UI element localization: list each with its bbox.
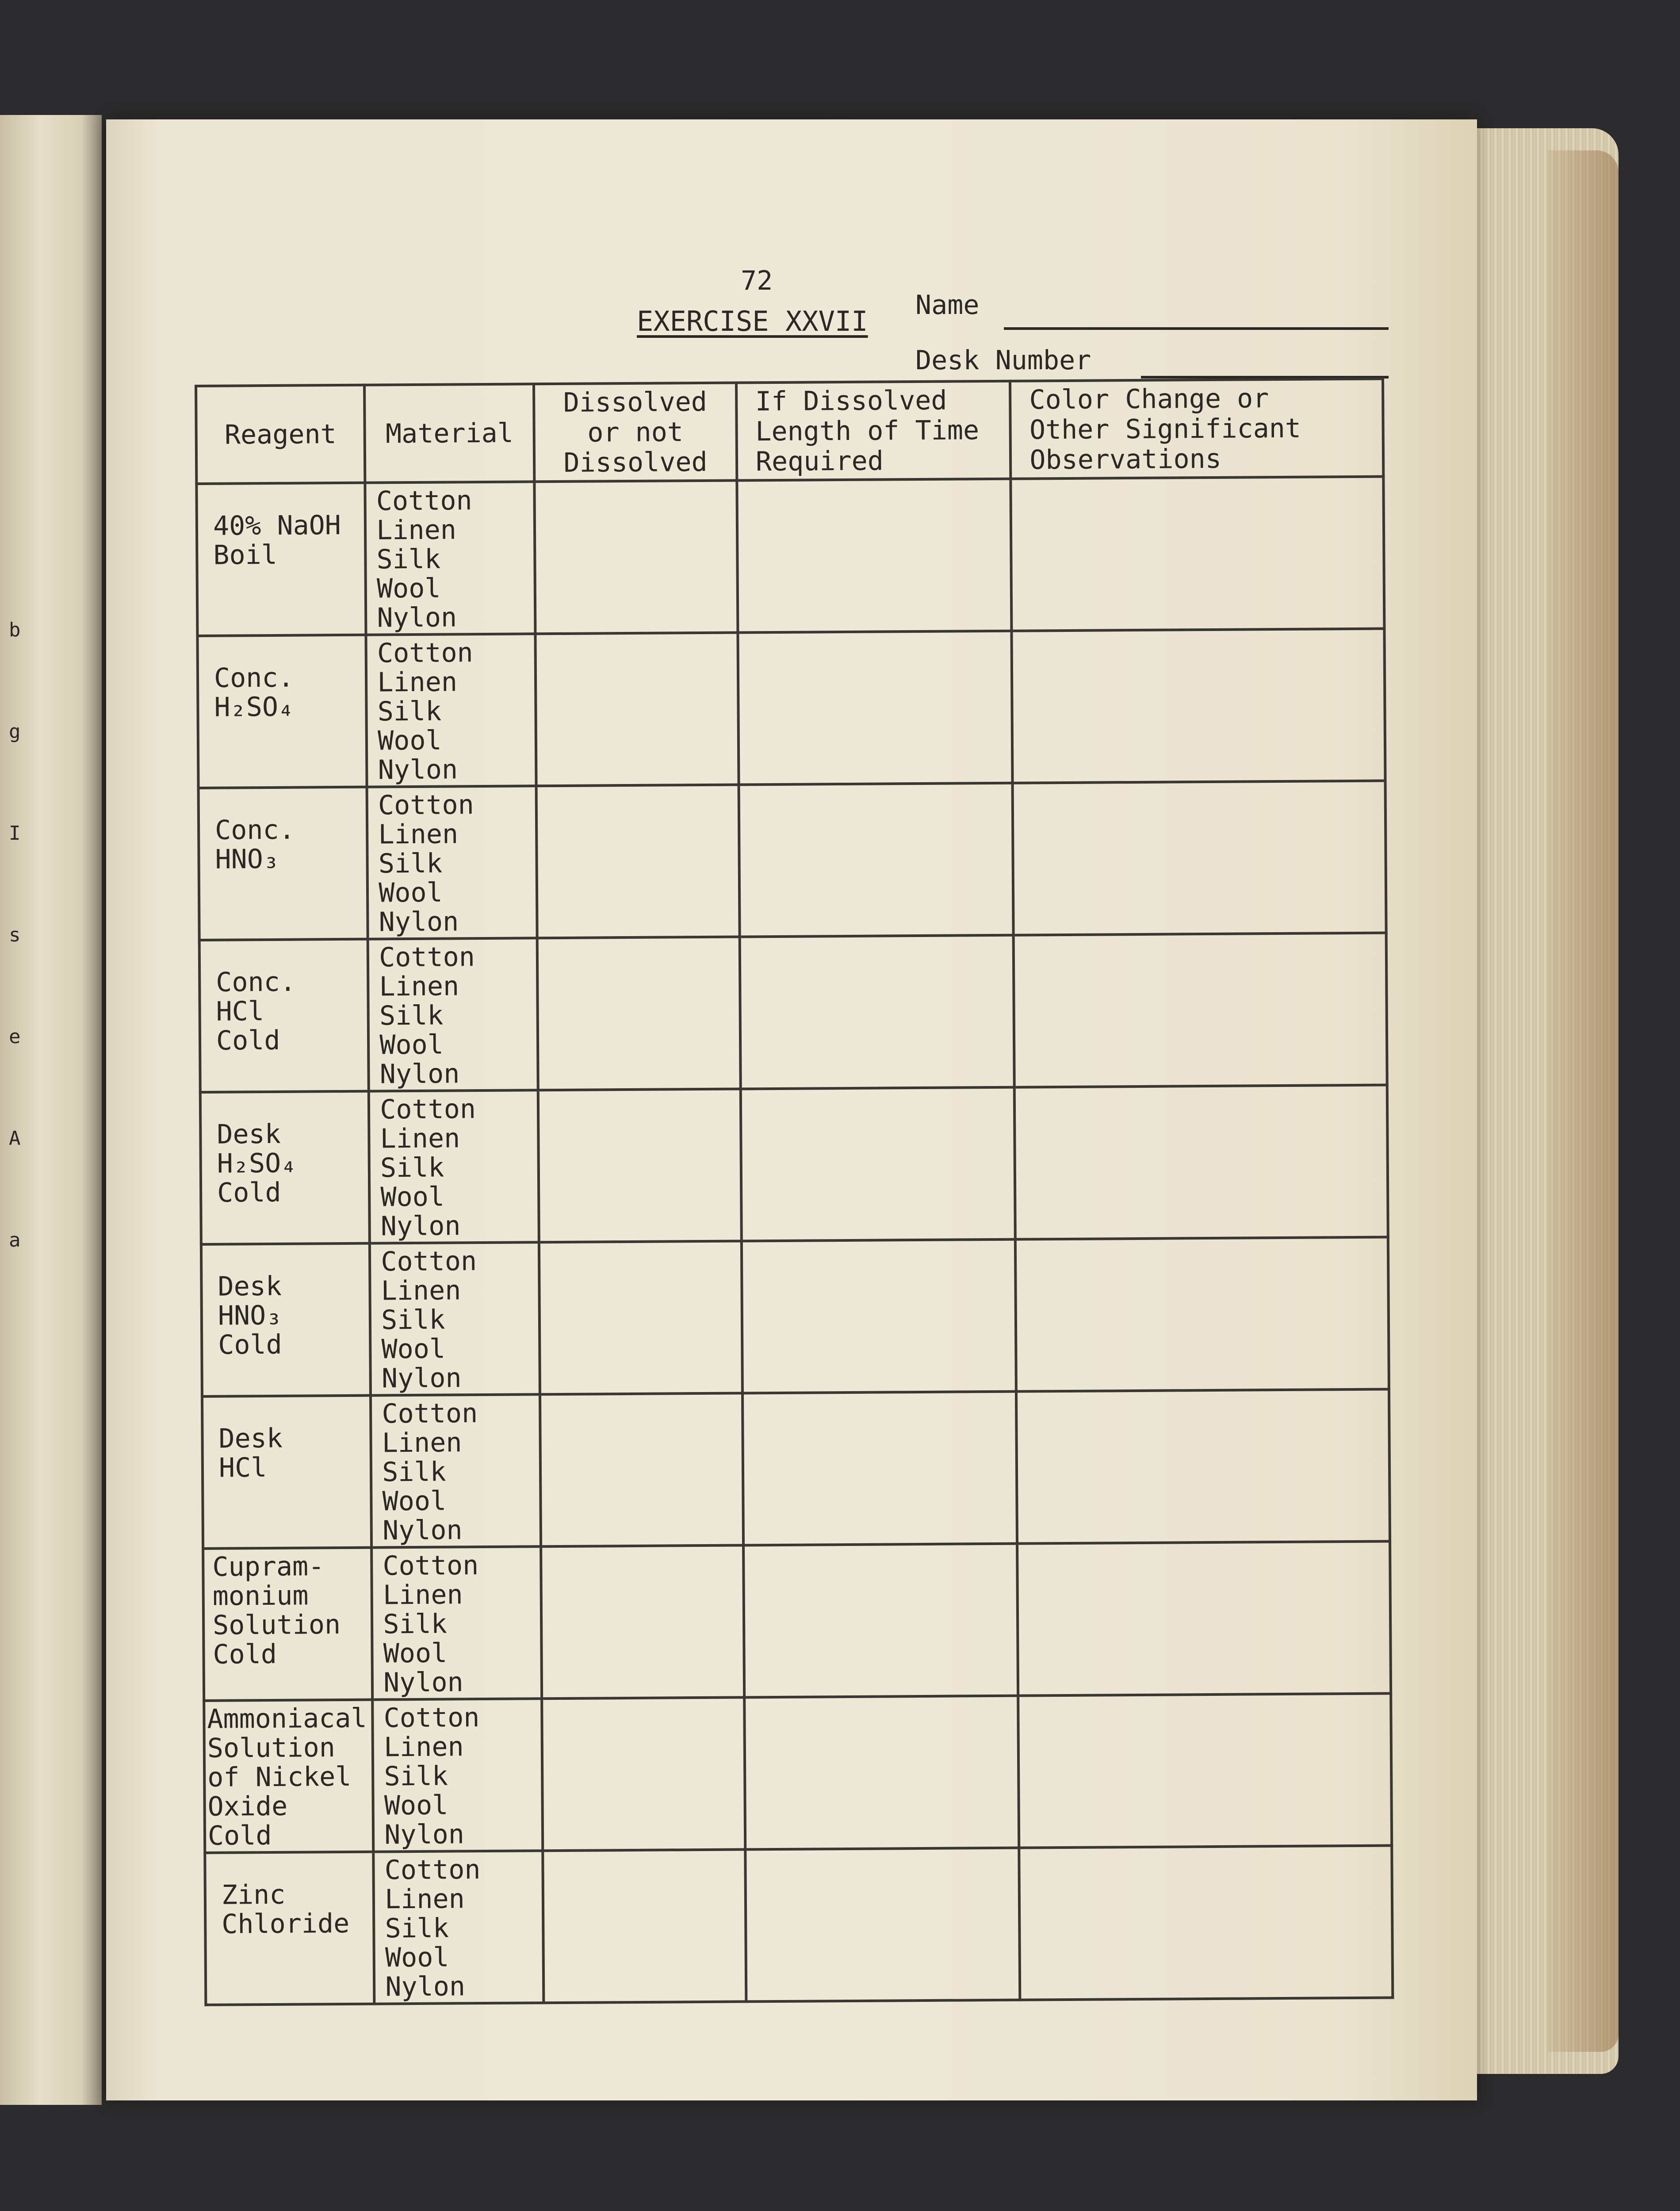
table-row xyxy=(197,629,1385,788)
desk-number-label: Desk Number xyxy=(915,345,1091,376)
material-item: Nylon xyxy=(381,1362,462,1394)
time-cell[interactable] xyxy=(745,1848,1020,2002)
time-cell[interactable] xyxy=(742,1392,1018,1545)
material-item: Nylon xyxy=(379,906,459,938)
material-item: Nylon xyxy=(377,602,457,634)
material-item: Nylon xyxy=(380,1210,461,1242)
material-cell xyxy=(371,1394,541,1547)
material-cell xyxy=(368,938,538,1091)
material-item: Wool xyxy=(383,1637,448,1669)
observations-cell[interactable] xyxy=(1015,1237,1389,1392)
reagent-cell xyxy=(197,635,367,788)
results-table xyxy=(195,378,1394,2006)
left-page-margin-marks xyxy=(9,579,21,1291)
reagent-name: Cupram- monium Solution Cold xyxy=(212,1551,341,1670)
material-item: Nylon xyxy=(382,1515,463,1546)
reagent-cell xyxy=(201,1243,371,1396)
time-cell[interactable] xyxy=(738,631,1013,785)
exercise-title: EXERCISE XXVII xyxy=(637,305,868,337)
margin-mark: A xyxy=(9,1127,21,1150)
table-row xyxy=(199,781,1386,940)
page-number: 72 xyxy=(741,265,773,296)
time-cell[interactable] xyxy=(742,1239,1017,1393)
table-row xyxy=(200,1085,1388,1244)
material-item: Silk xyxy=(377,696,442,727)
material-item: Silk xyxy=(380,1152,444,1184)
material-item: Wool xyxy=(384,1790,448,1821)
table-row xyxy=(199,933,1387,1092)
dissolved-cell[interactable] xyxy=(540,1393,743,1546)
observations-cell[interactable] xyxy=(1016,1389,1390,1544)
material-item: Cotton xyxy=(377,637,473,669)
header-length-of-time: If Dissolved Length of Time Required xyxy=(736,381,1011,481)
material-item: Wool xyxy=(379,1029,444,1061)
material-item: Nylon xyxy=(378,754,458,786)
time-cell[interactable] xyxy=(739,935,1014,1089)
table-row xyxy=(196,477,1384,636)
table-row xyxy=(202,1389,1390,1549)
material-item: Silk xyxy=(378,848,443,880)
table-row xyxy=(205,1846,1393,2005)
time-cell[interactable] xyxy=(737,479,1012,633)
material-item: Cotton xyxy=(378,789,475,821)
reagent-cell xyxy=(203,1548,372,1701)
observations-cell[interactable] xyxy=(1013,781,1386,935)
material-item: Silk xyxy=(381,1304,445,1336)
material-item: Cotton xyxy=(380,1094,476,1125)
time-cell[interactable] xyxy=(739,783,1014,937)
dissolved-cell[interactable] xyxy=(536,785,740,938)
table-row xyxy=(201,1237,1389,1396)
material-item: Cotton xyxy=(383,1702,480,1734)
reagent-name: Desk H₂SO₄ Cold xyxy=(217,1118,297,1209)
reagent-cell xyxy=(200,1091,370,1244)
material-cell xyxy=(365,482,536,635)
material-item: Linen xyxy=(382,1427,462,1459)
dissolved-cell[interactable] xyxy=(543,1849,746,2003)
material-cell xyxy=(369,1090,539,1243)
material-item: Wool xyxy=(381,1333,446,1365)
dissolved-cell[interactable] xyxy=(539,1241,742,1394)
material-item: Silk xyxy=(376,543,441,575)
material-item: Linen xyxy=(383,1579,463,1611)
reagent-cell xyxy=(199,787,368,940)
time-cell[interactable] xyxy=(743,1544,1018,1698)
dissolved-cell[interactable] xyxy=(538,1089,742,1242)
material-item: Linen xyxy=(383,1731,464,1763)
material-item: Silk xyxy=(385,1913,449,1944)
material-cell xyxy=(372,1698,543,1851)
material-item: Nylon xyxy=(379,1058,460,1090)
table-row xyxy=(204,1694,1392,1853)
margin-mark: I xyxy=(9,822,21,845)
margin-mark: s xyxy=(9,924,21,946)
table-header-row xyxy=(196,379,1383,484)
material-cell xyxy=(371,1546,542,1699)
page-stack-shadow xyxy=(1548,150,1619,2052)
material-item: Wool xyxy=(377,725,442,757)
material-item: Cotton xyxy=(383,1550,479,1582)
observations-cell[interactable] xyxy=(1018,1694,1392,1848)
dissolved-cell[interactable] xyxy=(541,1545,744,1698)
material-item: Nylon xyxy=(383,1667,464,1698)
material-item: Cotton xyxy=(376,485,472,517)
material-item: Linen xyxy=(376,514,457,546)
left-page-edge xyxy=(0,115,102,2105)
material-item: Silk xyxy=(383,1608,448,1640)
material-item: Linen xyxy=(380,1123,460,1155)
margin-mark: b xyxy=(9,619,21,641)
observations-cell[interactable] xyxy=(1012,629,1385,783)
header-reagent: Reagent xyxy=(196,385,365,484)
reagent-cell xyxy=(196,483,366,636)
reagent-cell xyxy=(202,1396,371,1549)
observations-cell[interactable] xyxy=(1019,1846,1393,2000)
dissolved-cell[interactable] xyxy=(536,633,739,786)
name-label: Name xyxy=(915,290,980,321)
material-item: Silk xyxy=(382,1456,446,1488)
material-item: Silk xyxy=(384,1760,448,1792)
observations-cell[interactable] xyxy=(1014,933,1387,1087)
reagent-name: Desk HNO₃ Cold xyxy=(218,1270,282,1361)
material-cell xyxy=(367,786,537,939)
reagent-name: Conc. HNO₃ xyxy=(214,814,295,875)
material-cell xyxy=(370,1242,540,1395)
material-item: Linen xyxy=(379,971,459,1002)
material-item: Cotton xyxy=(381,1246,477,1278)
material-item: Nylon xyxy=(384,1819,465,1851)
table-row xyxy=(203,1542,1391,1701)
observations-cell[interactable] xyxy=(1017,1542,1391,1696)
material-cell xyxy=(366,634,536,787)
reagent-name: Ammoniacal Solution of Nickel Oxide Cold xyxy=(207,1702,367,1851)
name-field-line[interactable] xyxy=(1004,327,1389,330)
material-item: Linen xyxy=(384,1883,465,1915)
material-item: Wool xyxy=(380,1181,445,1213)
material-item: Silk xyxy=(379,1000,444,1032)
time-cell[interactable] xyxy=(741,1087,1016,1241)
reagent-name: Zinc Chloride xyxy=(221,1879,350,1940)
material-item: Cotton xyxy=(379,941,475,973)
material-item: Cotton xyxy=(382,1398,478,1430)
header-material: Material xyxy=(364,384,534,482)
material-item: Wool xyxy=(379,877,443,909)
material-cell xyxy=(374,1851,544,2004)
reagent-name: Conc. HCl Cold xyxy=(216,966,296,1056)
margin-mark: e xyxy=(9,1025,21,1048)
material-item: Linen xyxy=(381,1275,461,1307)
dissolved-cell[interactable] xyxy=(535,481,738,634)
material-item: Wool xyxy=(382,1485,447,1517)
reagent-cell xyxy=(205,1852,374,2005)
reagent-name: 40% NaOH Boil xyxy=(213,509,341,571)
reagent-name: Conc. H₂SO₄ xyxy=(214,662,295,723)
dissolved-cell[interactable] xyxy=(542,1697,745,1851)
material-item: Wool xyxy=(385,1942,449,1974)
reagent-name: Desk HCl xyxy=(218,1423,283,1484)
time-cell[interactable] xyxy=(744,1696,1019,1850)
reagent-cell xyxy=(199,939,369,1092)
dissolved-cell[interactable] xyxy=(537,937,741,1090)
margin-mark: a xyxy=(9,1229,21,1251)
material-item: Cotton xyxy=(384,1854,481,1886)
observations-cell[interactable] xyxy=(1011,477,1385,631)
header-dissolved: Dissolved or not Dissolved xyxy=(534,383,737,482)
margin-mark: g xyxy=(9,720,21,743)
material-item: Linen xyxy=(377,666,458,698)
observations-cell[interactable] xyxy=(1014,1085,1388,1239)
material-item: Wool xyxy=(376,573,441,604)
reagent-cell xyxy=(204,1700,373,1853)
material-item: Nylon xyxy=(385,1971,466,2003)
header-observations: Color Change or Other Significant Observations xyxy=(1010,379,1383,479)
material-item: Linen xyxy=(378,819,459,850)
